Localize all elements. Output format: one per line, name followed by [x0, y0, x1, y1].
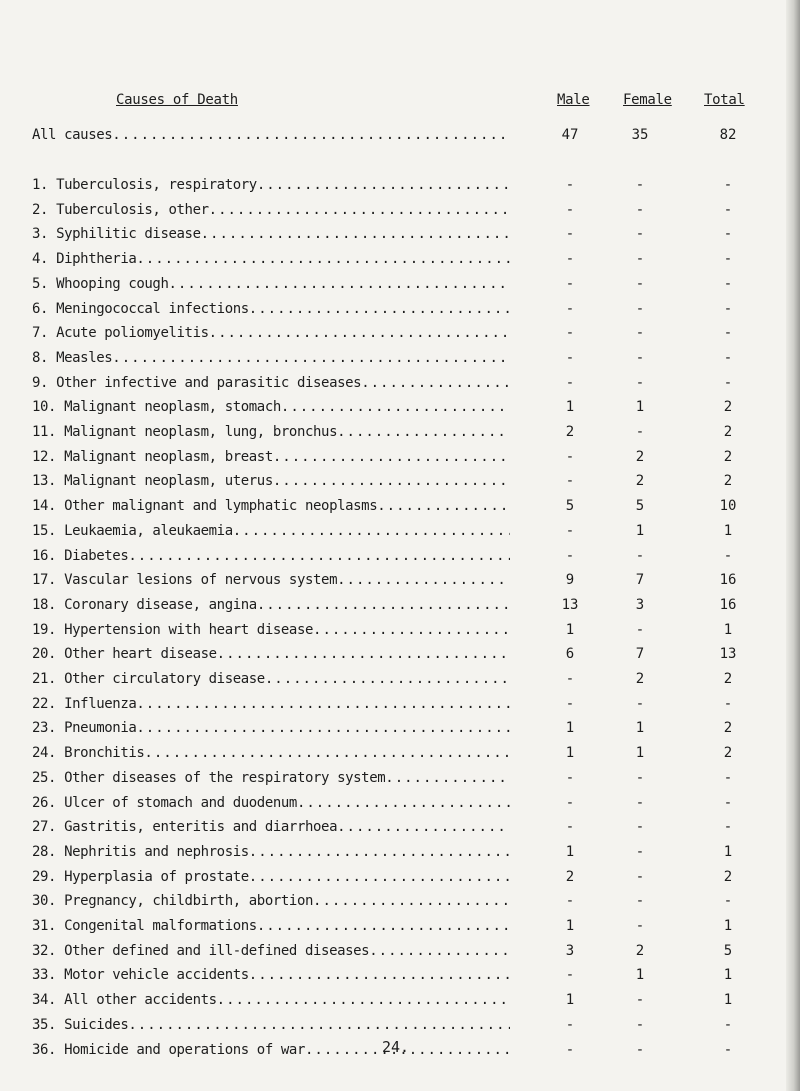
female-count: -: [635, 424, 645, 440]
male-count: -: [565, 819, 575, 836]
total-count: 1: [723, 522, 733, 539]
table-row: [32, 422, 792, 442]
table-row: [32, 373, 792, 393]
male-count: -: [565, 769, 575, 786]
table-row: [32, 941, 792, 961]
cause-label: 10. Malignant neoplasm, stomach .....: [32, 397, 510, 417]
total-count: -: [723, 251, 733, 268]
header-female: Female: [623, 92, 672, 108]
total-count: 13: [719, 646, 737, 663]
male-count: -: [565, 201, 575, 218]
cause-label: 8. Measles .....: [32, 348, 510, 368]
cause-label: 2. Tuberculosis, other .....: [32, 200, 510, 220]
female-count: -: [635, 992, 645, 1009]
table-row: [32, 570, 792, 590]
male-count: -: [565, 177, 575, 193]
table-row: [32, 817, 792, 837]
female-count: -: [635, 819, 645, 836]
male-count: 2: [565, 868, 575, 885]
cause-label: 4. Diphtheria .....: [32, 249, 510, 269]
total-count: -: [723, 300, 733, 317]
male-count: -: [565, 251, 575, 268]
table-row: [32, 768, 792, 788]
cause-label: 13. Malignant neoplasm, uterus .....: [32, 471, 510, 491]
total-count: -: [723, 547, 733, 564]
cause-label: 14. Other malignant and lymphatic neoplasms .....: [32, 496, 510, 516]
table-row: [32, 447, 792, 467]
total-count: 5: [723, 942, 733, 959]
total-count: 2: [723, 868, 733, 885]
male-count: -: [565, 671, 575, 687]
male-count: 2: [565, 424, 575, 440]
male-count: 1: [565, 399, 575, 416]
cause-label: 7. Acute poliomyelitis .....: [32, 323, 510, 343]
female-count: -: [635, 547, 645, 564]
male-count: -: [565, 473, 575, 490]
cause-label: 12. Malignant neoplasm, breast .....: [32, 447, 510, 467]
cause-label: 20. Other heart disease .....: [32, 644, 510, 664]
header-male: Male: [557, 92, 590, 108]
cause-label: 24. Bronchitis .....: [32, 743, 510, 763]
table-row: [32, 793, 792, 813]
total-count: -: [723, 695, 733, 712]
table-row: [32, 521, 792, 541]
female-count: -: [635, 300, 645, 317]
cause-label: 9. Other infective and parasitic diseases .....: [32, 373, 510, 393]
female-count: -: [635, 251, 645, 268]
total-count: 1: [723, 843, 733, 860]
male-count: -: [565, 547, 575, 564]
female-count: 3: [635, 596, 645, 613]
total-count: -: [723, 275, 733, 292]
female-count: 2: [635, 448, 645, 465]
total-count: -: [723, 325, 733, 342]
table-row: [32, 200, 792, 220]
table-row: [32, 644, 792, 664]
cause-label: 33. Motor vehicle accidents .....: [32, 965, 510, 985]
cause-label: 31. Congenital malformations .....: [32, 916, 510, 936]
cause-label: 26. Ulcer of stomach and duodenum .....: [32, 793, 510, 813]
female-count: -: [635, 201, 645, 218]
male-count: -: [565, 893, 575, 910]
table-row: [32, 299, 792, 319]
male-count: -: [565, 794, 575, 811]
table-row: [32, 718, 792, 738]
female-count: -: [635, 325, 645, 342]
female-count: -: [635, 1041, 645, 1058]
male-count: -: [565, 1041, 575, 1058]
female-count: -: [635, 349, 645, 366]
total-count: -: [723, 1041, 733, 1058]
all-causes-male: 47: [561, 127, 579, 143]
table-row: [32, 249, 792, 269]
page-number: 24.: [382, 1038, 410, 1056]
all-causes-label: All causes .....: [32, 125, 510, 145]
female-count: -: [635, 843, 645, 860]
total-count: -: [723, 1016, 733, 1033]
female-count: -: [635, 868, 645, 885]
table-row: [32, 224, 792, 244]
total-count: -: [723, 769, 733, 786]
table-row: [32, 595, 792, 615]
table-row: [32, 348, 792, 368]
male-count: -: [565, 967, 575, 984]
total-count: 1: [723, 918, 733, 934]
cause-label: 5. Whooping cough .....: [32, 274, 510, 294]
female-count: 2: [635, 671, 645, 687]
table-row: [32, 669, 792, 689]
cause-label: 16. Diabetes .....: [32, 546, 510, 566]
all-causes-female: 35: [631, 127, 649, 143]
female-count: 2: [635, 942, 645, 959]
male-count: 3: [565, 942, 575, 959]
female-count: -: [635, 275, 645, 292]
female-count: -: [635, 769, 645, 786]
female-count: 1: [635, 399, 645, 416]
total-count: 2: [723, 745, 733, 762]
female-count: -: [635, 695, 645, 712]
cause-label: 11. Malignant neoplasm, lung, bronchus .....: [32, 422, 510, 442]
total-count: 2: [723, 424, 733, 440]
total-count: -: [723, 201, 733, 218]
table-row: [32, 891, 792, 911]
total-count: 1: [723, 967, 733, 984]
table-row: [32, 965, 792, 985]
total-count: -: [723, 794, 733, 811]
cause-label: 32. Other defined and ill-defined diseases .....: [32, 941, 510, 961]
male-count: 1: [565, 918, 575, 934]
male-count: -: [565, 325, 575, 342]
table-row: [32, 323, 792, 343]
total-count: 2: [723, 399, 733, 416]
female-count: -: [635, 794, 645, 811]
female-count: 1: [635, 720, 645, 737]
total-count: 2: [723, 671, 733, 687]
table-row: [32, 397, 792, 417]
male-count: 1: [565, 992, 575, 1009]
all-causes-total: 82: [719, 127, 737, 143]
total-count: -: [723, 226, 733, 243]
total-count: 1: [723, 621, 733, 638]
table-row: [32, 1040, 792, 1060]
female-count: -: [635, 918, 645, 934]
male-count: -: [565, 1016, 575, 1033]
female-count: 7: [635, 572, 645, 589]
table-row: [32, 175, 792, 195]
male-count: 1: [565, 720, 575, 737]
table-row: [32, 990, 792, 1010]
cause-label: 35. Suicides .....: [32, 1015, 510, 1035]
all-causes-row: [32, 125, 792, 145]
cause-label: 3. Syphilitic disease .....: [32, 224, 510, 244]
table-row: [32, 546, 792, 566]
table-row: [32, 620, 792, 640]
total-count: 2: [723, 720, 733, 737]
total-count: -: [723, 893, 733, 910]
male-count: 5: [565, 498, 575, 515]
male-count: -: [565, 275, 575, 292]
cause-label: 29. Hyperplasia of prostate .....: [32, 867, 510, 887]
header-total: Total: [704, 92, 745, 108]
total-count: 16: [719, 572, 737, 589]
cause-label: 34. All other accidents .....: [32, 990, 510, 1010]
male-count: 6: [565, 646, 575, 663]
total-count: -: [723, 819, 733, 836]
table-row: [32, 694, 792, 714]
male-count: -: [565, 695, 575, 712]
cause-label: 6. Meningococcal infections .....: [32, 299, 510, 319]
table-row: [32, 916, 792, 936]
male-count: 9: [565, 572, 575, 589]
female-count: 5: [635, 498, 645, 515]
total-count: -: [723, 177, 733, 193]
cause-label: 15. Leukaemia, aleukaemia .....: [32, 521, 510, 541]
female-count: 1: [635, 522, 645, 539]
total-count: 1: [723, 992, 733, 1009]
cause-label: 28. Nephritis and nephrosis .....: [32, 842, 510, 862]
male-count: 1: [565, 843, 575, 860]
cause-label: 27. Gastritis, enteritis and diarrhoea .....: [32, 817, 510, 837]
total-count: 2: [723, 473, 733, 490]
total-count: 16: [719, 596, 737, 613]
cause-label: 1. Tuberculosis, respiratory .....: [32, 175, 510, 195]
table-row: [32, 1015, 792, 1035]
male-count: -: [565, 300, 575, 317]
male-count: 1: [565, 745, 575, 762]
table-row: [32, 274, 792, 294]
female-count: -: [635, 226, 645, 243]
female-count: 1: [635, 967, 645, 984]
total-count: -: [723, 374, 733, 391]
cause-label: 19. Hypertension with heart disease .....: [32, 620, 510, 640]
male-count: 1: [565, 621, 575, 638]
cause-label: 25. Other diseases of the respiratory system .....: [32, 768, 510, 788]
cause-label: 21. Other circulatory disease .....: [32, 669, 510, 689]
total-count: -: [723, 349, 733, 366]
male-count: -: [565, 374, 575, 391]
cause-label: 30. Pregnancy, childbirth, abortion .....: [32, 891, 510, 911]
male-count: -: [565, 522, 575, 539]
header-causes-of-death: Causes of Death: [116, 92, 238, 108]
female-count: -: [635, 177, 645, 193]
cause-label: 22. Influenza .....: [32, 694, 510, 714]
female-count: 1: [635, 745, 645, 762]
table-row: [32, 471, 792, 491]
cause-label: 18. Coronary disease, angina .....: [32, 595, 510, 615]
cause-label: 36. Homicide and operations of war .....: [32, 1040, 510, 1060]
female-count: 7: [635, 646, 645, 663]
table-row: [32, 867, 792, 887]
male-count: -: [565, 448, 575, 465]
female-count: 2: [635, 473, 645, 490]
table-row: [32, 842, 792, 862]
female-count: -: [635, 621, 645, 638]
female-count: -: [635, 893, 645, 910]
male-count: 13: [561, 596, 579, 613]
male-count: -: [565, 349, 575, 366]
total-count: 2: [723, 448, 733, 465]
female-count: -: [635, 1016, 645, 1033]
table-row: [32, 743, 792, 763]
total-count: 10: [719, 498, 737, 515]
table-row: [32, 496, 792, 516]
cause-label: 17. Vascular lesions of nervous system .....: [32, 570, 510, 590]
male-count: -: [565, 226, 575, 243]
cause-label: 23. Pneumonia .....: [32, 718, 510, 738]
female-count: -: [635, 374, 645, 391]
